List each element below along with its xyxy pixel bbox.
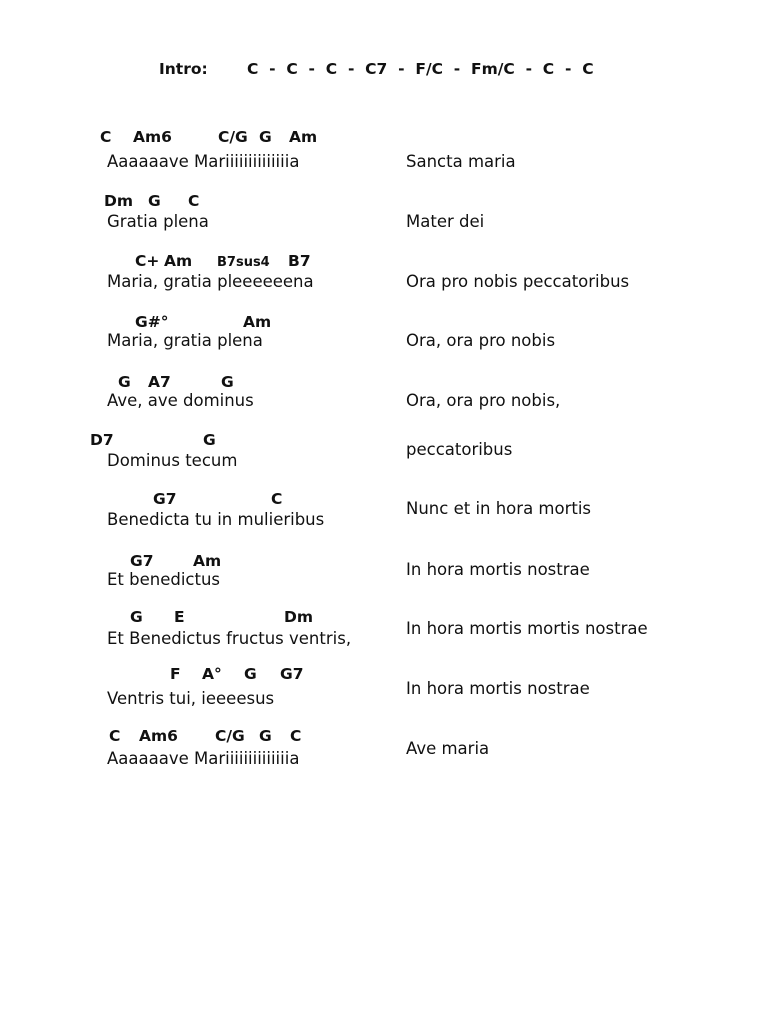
lyric-line: Et benedictus	[107, 570, 221, 589]
chord: G	[221, 373, 234, 391]
lyric-line: Ave, ave dominus	[107, 391, 254, 410]
chord: C	[109, 727, 121, 745]
chord: Am	[164, 252, 193, 270]
intro-chords: C - C - C - C7 - F/C - Fm/C - C - C	[247, 60, 594, 78]
chord: G7	[153, 490, 177, 508]
chord: Am	[243, 313, 272, 331]
latin-line: Ora pro nobis peccatoribus	[406, 272, 630, 291]
chord: A°	[202, 665, 222, 683]
chord: C	[290, 727, 302, 745]
chord: G	[203, 431, 216, 449]
latin-line: Ave maria	[406, 739, 490, 758]
chord: Dm	[284, 608, 314, 626]
chord: G	[130, 608, 143, 626]
chord: G	[259, 727, 272, 745]
chord: Am6	[133, 128, 172, 146]
latin-line: peccatoribus	[406, 440, 513, 459]
chord: G#°	[135, 313, 169, 331]
chord: C	[271, 490, 283, 508]
latin-line: Mater dei	[406, 212, 485, 231]
chord: G	[259, 128, 272, 146]
chord: Am6	[139, 727, 178, 745]
latin-line: Nunc et in hora mortis	[406, 499, 592, 518]
chord: G	[148, 192, 161, 210]
chord: G7	[130, 552, 154, 570]
chord: B7sus4	[217, 255, 270, 270]
chord: Am	[193, 552, 222, 570]
latin-line: Ora, ora pro nobis	[406, 331, 556, 350]
chord: C+	[135, 252, 160, 270]
intro-label: Intro:	[159, 60, 208, 78]
chord: C/G	[218, 128, 248, 146]
chord: G7	[280, 665, 304, 683]
lyric-line: Dominus tecum	[107, 451, 238, 470]
chord: Dm	[104, 192, 134, 210]
lyric-line: Gratia plena	[107, 212, 209, 231]
lyric-line: Maria, gratia pleeeeeena	[107, 272, 314, 291]
latin-line: Ora, ora pro nobis,	[406, 391, 561, 410]
latin-line: In hora mortis nostrae	[406, 560, 590, 579]
latin-line: Sancta maria	[406, 152, 516, 171]
chord: C	[188, 192, 200, 210]
chord: C/G	[215, 727, 245, 745]
chord: Am	[289, 128, 318, 146]
chord: B7	[288, 252, 311, 270]
lyric-line: Benedicta tu in mulieribus	[107, 510, 325, 529]
latin-line: In hora mortis mortis nostrae	[406, 619, 648, 638]
lyric-line: Aaaaaave Mariiiiiiiiiiiiiia	[107, 152, 300, 171]
chord: E	[174, 608, 185, 626]
chord: G	[244, 665, 257, 683]
chord: G	[118, 373, 131, 391]
lyric-line: Aaaaaave Mariiiiiiiiiiiiiia	[107, 749, 300, 768]
chord: F	[170, 665, 181, 683]
chord: C	[100, 128, 112, 146]
latin-line: In hora mortis nostrae	[406, 679, 590, 698]
lyric-line: Maria, gratia plena	[107, 331, 263, 350]
chord: A7	[148, 373, 171, 391]
lyric-line: Ventris tui, ieeeesus	[107, 689, 275, 708]
lyric-line: Et Benedictus fructus ventris,	[107, 629, 352, 648]
chord: D7	[90, 431, 114, 449]
